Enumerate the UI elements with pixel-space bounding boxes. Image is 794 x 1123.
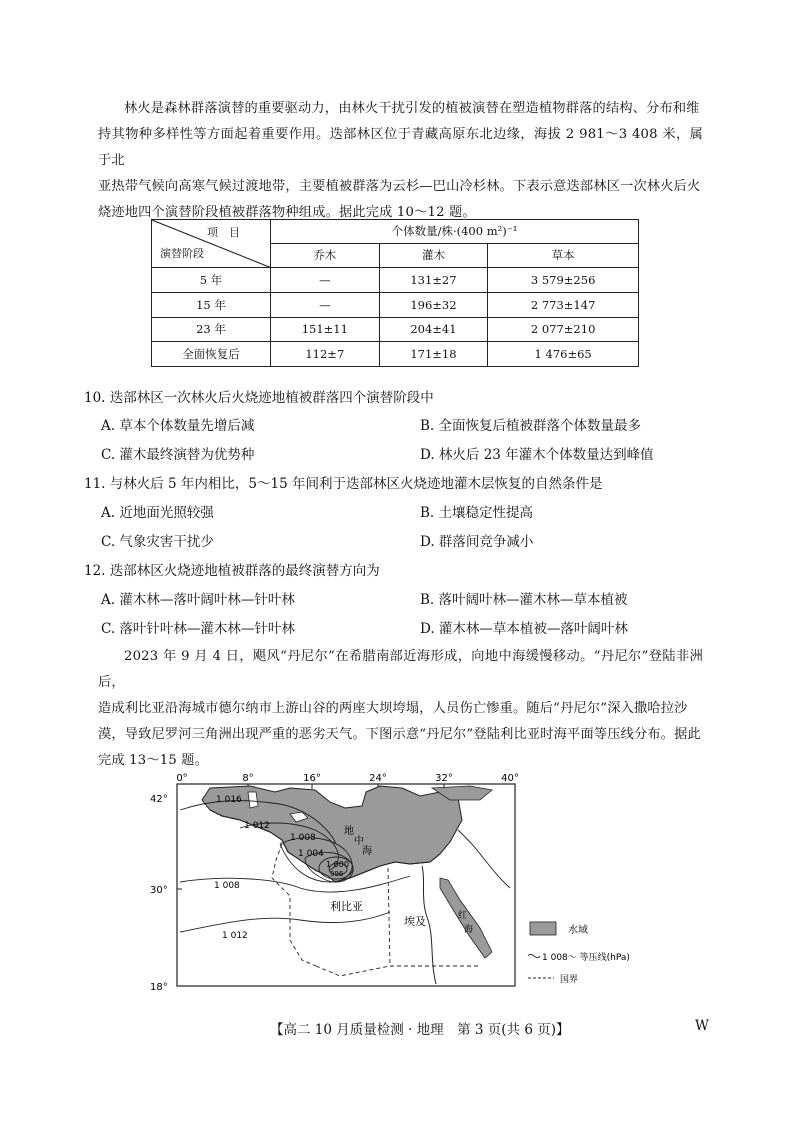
isobar-label: 1 012 <box>244 821 270 831</box>
intro1-line1 <box>98 96 703 122</box>
isobar-label: 1 004 <box>298 849 324 859</box>
table-row <box>152 317 639 342</box>
isobar-label: 1 012 <box>222 931 248 941</box>
label-redsea-1: 红 <box>458 911 468 921</box>
intro1-line3: 亚热带气候向高寒气候过渡地带，主要植被群落为云杉—巴山冷杉林。下表示意迭部林区一次林火后火 <box>98 179 701 194</box>
label-egypt: 埃及 <box>404 915 426 928</box>
q12-option-d[interactable]: D. 灌木林—草本植被—落叶阔叶林 <box>420 621 628 637</box>
isobar-label: 1 008 <box>214 881 240 891</box>
row-tree: 112±7 <box>271 342 380 367</box>
row-stage: 全面恢复后 <box>152 342 271 367</box>
isobar-label: 1 008 <box>290 833 316 843</box>
row-shrub: 204±41 <box>379 317 488 342</box>
lat-label: 30° <box>150 885 168 896</box>
island-sardinia <box>248 792 258 808</box>
table-diagonal-header <box>152 220 271 268</box>
legend-border: 国界 <box>560 975 579 985</box>
table-row <box>152 292 639 317</box>
table-row <box>152 342 639 367</box>
lon-label: 16° <box>303 773 321 784</box>
q12-option-a[interactable]: A. 灌木林—落叶阔叶林—针叶林 <box>101 592 295 608</box>
isobar-label: 996 <box>330 870 344 878</box>
q10-stem: 10. 迭部林区一次林火后火烧迹地植被群落四个演替阶段中 <box>84 390 434 406</box>
legend-water-swatch <box>530 922 556 935</box>
intro-paragraph-2 <box>98 644 703 774</box>
intro2-line1-text: 2023 年 9 月 4 日，飓风“丹尼尔”在希腊南部近海形成，向地中海缓慢移动。“丹尼尔”登陆非洲后， <box>98 649 703 690</box>
header-stage: 演替阶段 <box>160 247 204 261</box>
q10-option-d[interactable]: D. 林火后 23 年灌木个体数量达到峰值 <box>420 447 654 463</box>
intro1-line1-text: 林火是森林群落演替的重要驱动力，由林火干扰引发的植被演替在塑造植物群落的结构、分布和维 <box>124 101 700 116</box>
q11-option-a[interactable]: A. 近地面光照较强 <box>101 505 214 521</box>
intro2-line1 <box>98 644 703 696</box>
lon-label: 32° <box>435 773 453 784</box>
label-medsea-1: 地 <box>344 826 354 837</box>
intro-paragraph-1 <box>98 96 703 226</box>
legend-isobar: 1 008～ 等压线(hPa) <box>542 953 630 963</box>
col-herb: 草本 <box>488 243 639 268</box>
row-herb: 1 476±65 <box>488 342 639 367</box>
lon-label: 24° <box>369 773 387 784</box>
q11-option-b[interactable]: B. 土壤稳定性提高 <box>420 505 534 521</box>
q10-option-b[interactable]: B. 全面恢复后植被群落个体数量最多 <box>420 418 642 434</box>
row-stage: 5 年 <box>152 268 271 293</box>
q11-option-c[interactable]: C. 气象灾害干扰少 <box>101 534 214 550</box>
col-shrub: 灌木 <box>379 243 488 268</box>
lon-label: 40° <box>501 773 519 784</box>
q11-option-d[interactable]: D. 群落间竞争减小 <box>420 534 534 550</box>
row-herb: 2 773±147 <box>488 292 639 317</box>
q10-option-c[interactable]: C. 灌木最终演替为优势种 <box>101 447 255 463</box>
legend-isobar-symbol <box>528 954 540 957</box>
footer-mark: W <box>695 1018 709 1034</box>
row-stage: 23 年 <box>152 317 271 342</box>
row-stage: 15 年 <box>152 292 271 317</box>
label-medsea-2: 中 <box>354 836 364 847</box>
row-tree: 151±11 <box>271 317 380 342</box>
intro1-line4: 烧迹地四个演替阶段植被群落物种组成。据此完成 10～12 题。 <box>98 205 476 220</box>
table-header-row <box>152 220 639 244</box>
q11-stem: 11. 与林火后 5 年内相比，5～15 年间利于迭部林区火烧迹地灌木层恢复的自然条件是 <box>84 476 603 492</box>
row-herb: 2 077±210 <box>488 317 639 342</box>
intro1-line2: 持其物种多样性等方面起着重要作用。迭部林区位于青藏高原东北边缘，海拔 2 981～3 408 米，属于北 <box>98 127 703 168</box>
q12-option-b[interactable]: B. 落叶阔叶林—灌木林—草本植被 <box>420 592 628 608</box>
q10-option-a[interactable]: A. 草本个体数量先增后减 <box>101 418 255 434</box>
row-herb: 3 579±256 <box>488 268 639 293</box>
lon-label: 8° <box>242 773 254 784</box>
lon-label: 0° <box>176 773 188 784</box>
col-tree: 乔木 <box>271 243 380 268</box>
header-item: 项 目 <box>207 226 240 239</box>
label-redsea-2: 海 <box>464 925 474 935</box>
page-footer: 【高二 10 月质量检测 · 地理 第 3 页(共 6 页)】 <box>270 1022 570 1038</box>
q12-option-c[interactable]: C. 落叶针叶林—灌木林—针叶林 <box>101 621 295 637</box>
row-shrub: 131±27 <box>379 268 488 293</box>
row-tree: — <box>271 268 380 293</box>
row-shrub: 196±32 <box>379 292 488 317</box>
label-medsea-3: 海 <box>362 846 372 857</box>
intro2-line3: 漠，导致尼罗河三角洲出现严重的恶劣天气。下图示意“丹尼尔”登陆利比亚时海平面等压线分布。据此 <box>98 727 701 742</box>
row-tree: — <box>271 292 380 317</box>
row-shrub: 171±18 <box>379 342 488 367</box>
isobar-label: 1 016 <box>216 795 242 805</box>
intro2-line4: 完成 13～15 题。 <box>98 753 209 768</box>
label-libya: 利比亚 <box>330 900 363 913</box>
isobar-label: 1 000 <box>326 860 349 869</box>
lat-label: 18° <box>150 982 168 993</box>
table-row <box>152 268 639 293</box>
q12-stem: 12. 迭部林区火烧迹地植被群落的最终演替方向为 <box>84 563 380 579</box>
legend-water: 水域 <box>568 925 588 936</box>
header-group: 个体数量/株·(400 m²)⁻¹ <box>271 220 639 244</box>
succession-table <box>151 219 639 367</box>
isobar-map-figure <box>140 770 660 1000</box>
intro2-line2: 造成利比亚沿海城市德尔纳市上游山谷的两座大坝垮塌，人员伤亡惨重。随后“丹尼尔”深入撒哈拉沙 <box>98 701 688 716</box>
lat-label: 42° <box>150 794 168 805</box>
